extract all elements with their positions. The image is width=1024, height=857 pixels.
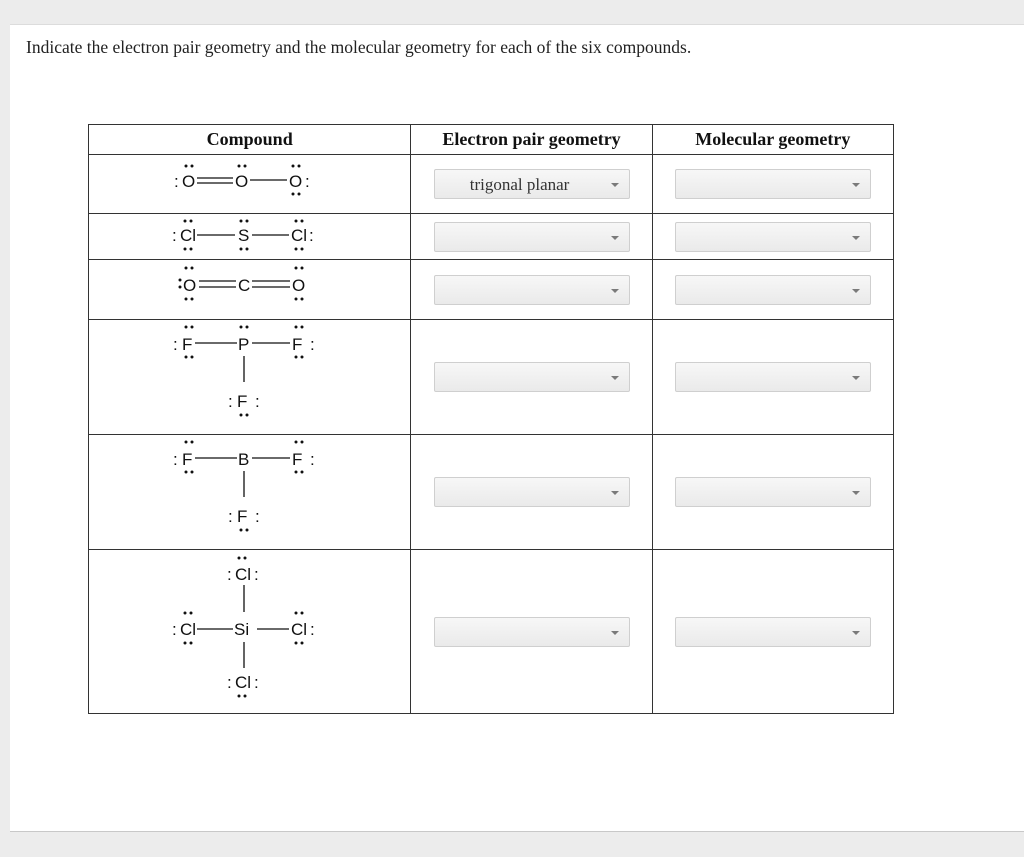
atom-o-right: O <box>289 172 303 191</box>
lewis-structure-sicl4 <box>89 550 409 712</box>
table-row-sicl4 <box>89 550 894 714</box>
lone-pair-colon: : <box>255 392 260 411</box>
molecular-geometry-dropdown[interactable] <box>675 275 871 305</box>
lone-pair-colon: : <box>228 507 233 526</box>
lone-pair-colon: : <box>173 450 178 469</box>
atom-cl-right: Cl <box>291 620 308 639</box>
electron-pair-geometry-dropdown[interactable] <box>434 617 630 647</box>
electron-pair-geometry-cell <box>411 260 652 320</box>
caret-down-icon <box>611 183 619 187</box>
lone-pair-colon: : <box>305 172 310 191</box>
atom-p: P <box>238 335 250 354</box>
molecular-geometry-cell <box>652 214 893 260</box>
electron-pair-geometry-dropdown[interactable] <box>434 222 630 252</box>
caret-down-icon <box>611 236 619 240</box>
lewis-structure-pf3 <box>89 320 409 433</box>
atom-o-right: O <box>292 276 306 295</box>
atom-f-left: F <box>182 450 193 469</box>
lone-pair-colon: : <box>310 335 315 354</box>
electron-pair-geometry-cell <box>411 214 652 260</box>
caret-down-icon <box>852 183 860 187</box>
electron-pair-geometry-dropdown[interactable] <box>434 169 630 199</box>
molecular-geometry-cell <box>652 260 893 320</box>
structure-cell <box>89 435 411 550</box>
table-row-co2 <box>89 260 894 320</box>
lone-pair-colon: : <box>310 620 315 639</box>
header-row <box>89 125 894 155</box>
table-row-bf3 <box>89 435 894 550</box>
electron-pair-geometry-cell <box>411 155 652 214</box>
geometry-table <box>88 124 894 714</box>
lone-pair-colon: : <box>254 673 259 692</box>
caret-down-icon <box>852 491 860 495</box>
caret-down-icon <box>852 236 860 240</box>
caret-down-icon <box>852 376 860 380</box>
molecular-geometry-dropdown[interactable] <box>675 477 871 507</box>
electron-pair-geometry-cell <box>411 550 652 714</box>
lone-pair-colon: : <box>173 335 178 354</box>
header-compound: Compound <box>89 125 411 155</box>
structure-cell <box>89 320 411 435</box>
atom-s: S <box>238 226 250 245</box>
atom-b: B <box>238 450 250 469</box>
atom-f-left: F <box>182 335 193 354</box>
electron-pair-geometry-dropdown[interactable] <box>434 477 630 507</box>
lone-pair-colon: : <box>255 507 260 526</box>
lone-pair-colon: : <box>228 392 233 411</box>
caret-down-icon <box>852 631 860 635</box>
structure-cell <box>89 260 411 320</box>
atom-cl-left: Cl <box>180 226 197 245</box>
lone-pair-colon: : <box>172 620 177 639</box>
lewis-structure-ozone <box>89 155 409 212</box>
molecular-geometry-cell <box>652 435 893 550</box>
lone-pair-colon: : <box>227 673 232 692</box>
atom-f-bottom: F <box>237 392 248 411</box>
lone-pair-colon: : <box>172 226 177 245</box>
lone-pair-colon: : <box>310 450 315 469</box>
header-molecular-geometry: Molecular geometry <box>652 125 893 155</box>
molecular-geometry-dropdown[interactable] <box>675 617 871 647</box>
atom-si: Si <box>234 620 250 639</box>
table-row-pf3 <box>89 320 894 435</box>
atom-cl-bottom: Cl <box>235 673 252 692</box>
caret-down-icon <box>611 289 619 293</box>
atom-o-left: O <box>182 172 196 191</box>
atom-cl-left: Cl <box>180 620 197 639</box>
molecular-geometry-cell <box>652 320 893 435</box>
atom-o-center: O <box>235 172 249 191</box>
lone-pair-colon: : <box>254 565 259 584</box>
lone-pair-colon: : <box>227 565 232 584</box>
electron-pair-geometry-cell <box>411 320 652 435</box>
molecular-geometry-dropdown[interactable] <box>675 222 871 252</box>
question-card <box>10 24 1024 832</box>
atom-o-left: O <box>183 276 197 295</box>
caret-down-icon <box>852 289 860 293</box>
header-electron-pair-geometry: Electron pair geometry <box>411 125 652 155</box>
caret-down-icon <box>611 376 619 380</box>
molecular-geometry-cell <box>652 155 893 214</box>
lone-pair-colon: : <box>174 172 179 191</box>
structure-cell <box>89 214 411 260</box>
electron-pair-geometry-dropdown[interactable] <box>434 275 630 305</box>
molecular-geometry-dropdown[interactable] <box>675 362 871 392</box>
atom-cl-top: Cl <box>235 565 252 584</box>
lewis-structure-scl2 <box>89 214 409 258</box>
atom-cl-right: Cl <box>291 226 308 245</box>
lewis-structure-co2 <box>89 260 409 318</box>
lewis-structure-bf3 <box>89 435 409 548</box>
caret-down-icon <box>611 631 619 635</box>
molecular-geometry-cell <box>652 550 893 714</box>
atom-f-right: F <box>292 335 303 354</box>
electron-pair-geometry-cell <box>411 435 652 550</box>
question-text: Indicate the electron pair geometry and the molecular geometry for each of the six compounds. <box>26 37 692 57</box>
atom-f-right: F <box>292 450 303 469</box>
electron-pair-geometry-dropdown[interactable] <box>434 362 630 392</box>
structure-cell <box>89 550 411 714</box>
table-row-ozone <box>89 155 894 214</box>
structure-cell <box>89 155 411 214</box>
dropdown-value: trigonal planar <box>469 175 570 194</box>
atom-c: C <box>238 276 251 295</box>
molecular-geometry-dropdown[interactable] <box>675 169 871 199</box>
table-row-scl2 <box>89 214 894 260</box>
lone-pair-colon: : <box>309 226 314 245</box>
atom-f-bottom: F <box>237 507 248 526</box>
caret-down-icon <box>611 491 619 495</box>
